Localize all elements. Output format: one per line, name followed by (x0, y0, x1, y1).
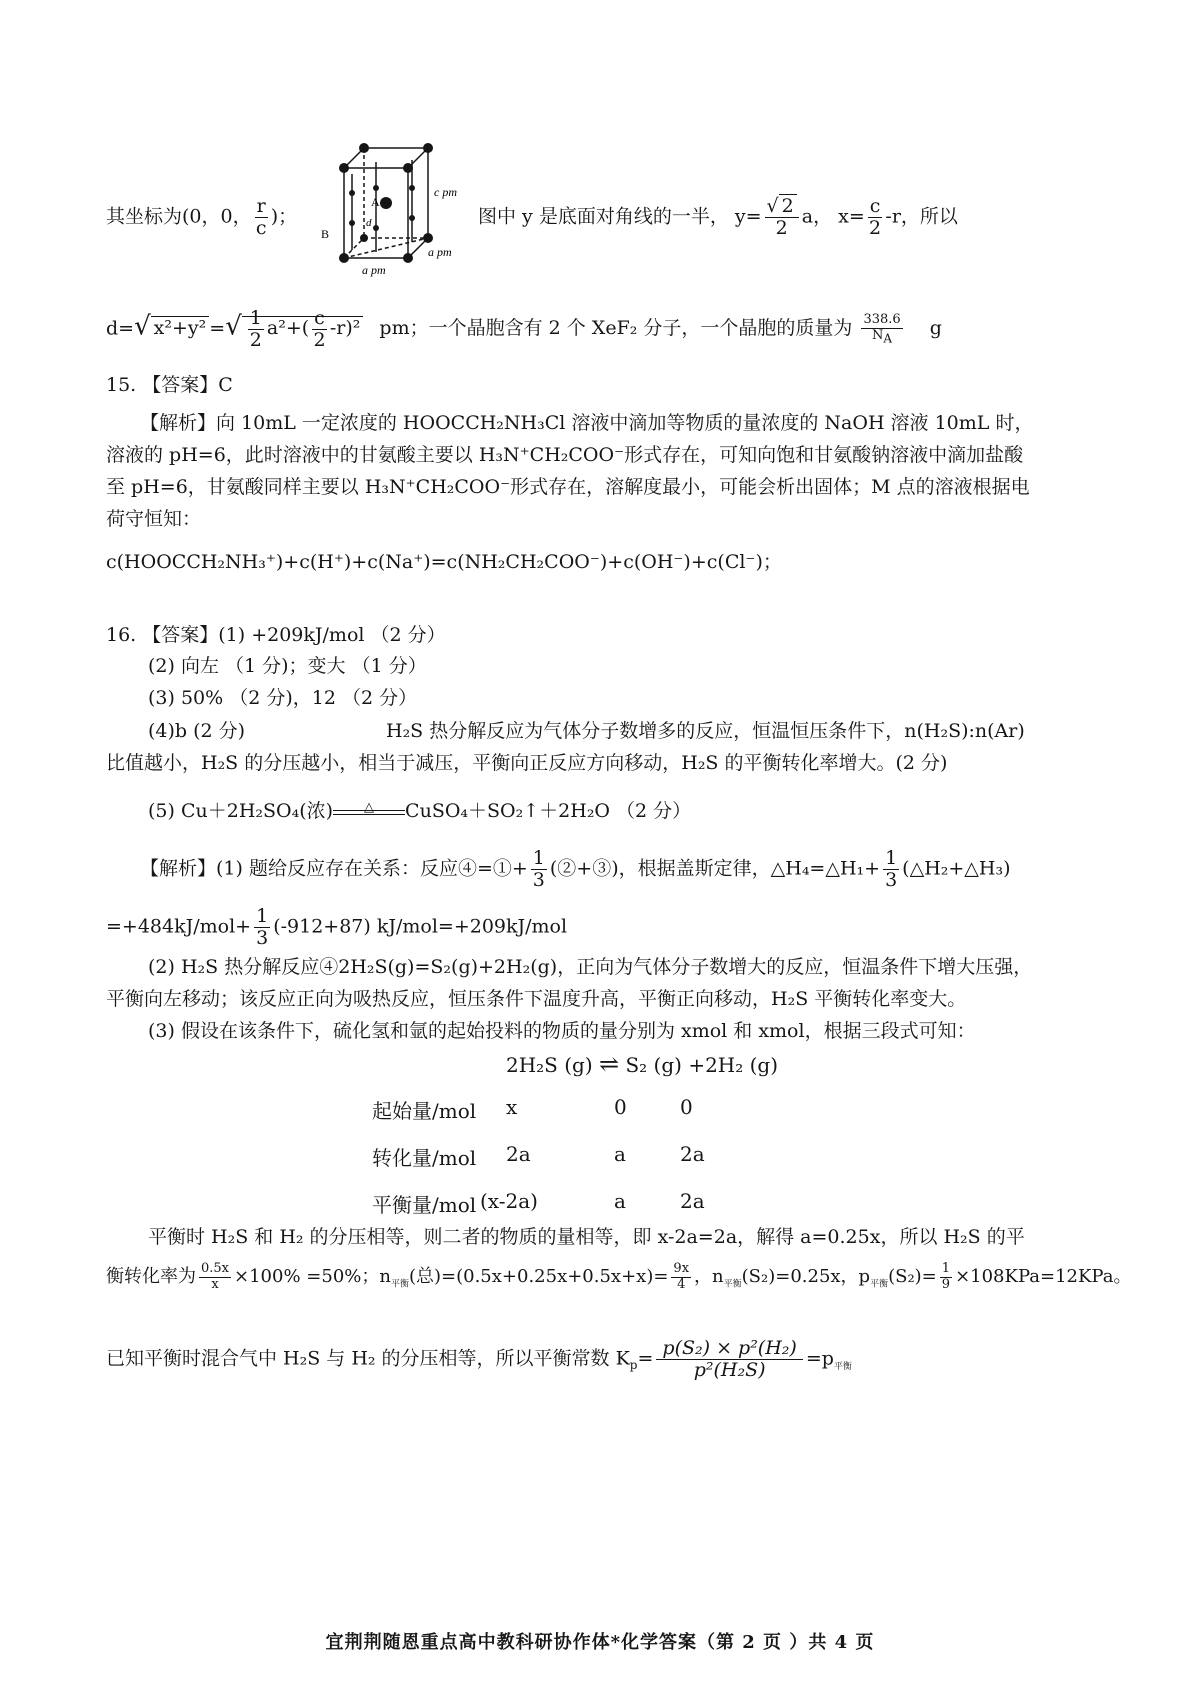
table-row-2-v1: 2a (506, 1142, 531, 1166)
q16-answer-3: (3) 50% （2 分)，12 （2 分） (148, 687, 418, 709)
fraction-mass: $\frac{338.6}{N_A}$ (863, 312, 901, 346)
table-row-3-label: 平衡量/mol (372, 1193, 477, 1217)
table-row-2-v2: a (614, 1142, 626, 1166)
q16-equilibrium-line-1: 平衡时 H₂S 和 H₂ 的分压相等，则二者的物质的量相等，即 x-2a=2a，解得 a=0.25x，所以 H₂S 的平 (148, 1226, 1025, 1248)
q16-answer-4-text-2: 比值越小，H₂S 的分压越小，相当于减压，平衡向正反应方向移动，H₂S 的平衡转化率增大。(2 分) (106, 752, 948, 774)
q16-answer-5: (5) Cu＋2H₂SO₄(浓) △ CuSO₄＋SO₂↑＋2H₂O （2 分） (148, 799, 692, 822)
q15-analysis-line-3: 至 pH=6，甘氨酸同样主要以 H₃N⁺CH₂COO⁻形式存在，溶解度最小，可能会析出固体；M 点的溶液根据电 (106, 476, 1030, 498)
q16-analysis-1: 【解析】(1) 题给反应存在关系：反应④=①+ $\frac{1}{3}$ (②+③)，根据盖斯定律，△H₄=△H₁+ $\frac{1}{3}$ (△H₂+△H₃) (140, 847, 1011, 891)
table-row-2-label: 转化量/mol (372, 1146, 477, 1170)
q16-answer-4-text: H₂S 热分解反应为气体分子数增多的反应，恒温恒压条件下，n(H₂S):n(Ar) (386, 720, 1025, 742)
table-row-1-label: 起始量/mol (372, 1099, 477, 1123)
fraction-sqrt2-over-2: $\frac{√ 2}{2}$ (765, 196, 799, 239)
label-a-pm-side: a pm (428, 245, 452, 259)
label-d: d (366, 217, 372, 229)
q16-answer-4-label: (4)b (2 分) (148, 720, 246, 742)
q16-analysis-3: (3) 假设在该条件下，硫化氢和氩的起始投料的物质的量分别为 xmol 和 xmol，根据三段式可知： (148, 1020, 976, 1042)
q16-analysis-1-calc: =+484kJ/mol+ $\frac{1}{3}$ (-912+87) kJ/mol=+209kJ/mol (106, 905, 568, 949)
table-row-3-v1: (x-2a) (480, 1189, 538, 1213)
fraction-r-over-c: $\frac{r}{c}$ (255, 195, 267, 239)
q16-answer-1: 16. 【答案】(1) +209kJ/mol （2 分） (106, 624, 446, 646)
q15-answer: 15. 【答案】C (106, 374, 233, 396)
table-row-2-v3: 2a (680, 1142, 705, 1166)
table-row-1-v2: 0 (614, 1095, 627, 1119)
fraction-c-over-2: $\frac{c}{2}$ (869, 195, 882, 239)
y-x-relation-line: 图中 y 是底面对角线的一半， y= $\frac{√ 2}{2}$ a， x= $\frac{c}{2}$ -r，所以 (478, 195, 958, 239)
table-row-3-v3: 2a (680, 1189, 705, 1213)
label-A: A (371, 195, 380, 209)
distance-formula-line: d=√ x²+y² =√ $\frac{1}{2}$ a²+( $\frac{c}{2}$ -r)² pm；一个晶胞含有 2 个 XeF₂ 分子，一个晶胞的质量为 $\frac{338.6}{N_A}$ g (106, 307, 942, 351)
q16-analysis-2-line-1: (2) H₂S 热分解反应④2H₂S(g)=S₂(g)+2H₂(g)，正向为气体分子数增大的反应，恒温条件下增大压强， (148, 956, 1033, 978)
q16-answer-2: (2) 向左 （1 分)；变大 （1 分） (148, 655, 427, 677)
q16-equilibrium-line-2: 衡转化率为 $\frac{0.5x}{x}$ ×100% =50%；$n_{平衡}$(总)=(0.5x+0.25x+0.5x+x)= $\frac{9x}{4}$ ，$n_{平衡}(S_2)=0.25x$，$p_{平衡}(S_2)=$ $\frac{1}{9}$ ×108KPa=12KPa。 (106, 1261, 1132, 1292)
q15-analysis-line-1: 【解析】向 10mL 一定浓度的 HOOCCH₂NH₃Cl 溶液中滴加等物质的量浓度的 NaOH 溶液 10mL 时， (140, 412, 1034, 434)
q15-analysis-line-4: 荷守恒知： (106, 508, 202, 530)
label-c-pm: c pm (434, 185, 457, 199)
crystal-cell-figure (316, 138, 476, 278)
label-B: B (321, 227, 330, 241)
table-row-1-v3: 0 (680, 1095, 693, 1119)
reaction-equation: 2H₂S (g) ⇌ S₂ (g) +2H₂ (g) (506, 1050, 779, 1078)
q15-analysis-line-2: 溶液的 pH=6，此时溶液中的甘氨酸主要以 H₃N⁺CH₂COO⁻形式存在，可知向饱和甘氨酸钠溶液中滴加盐酸 (106, 444, 1024, 466)
coord-line: 其坐标为(0，0， $\frac{r}{c}$ )； (106, 195, 298, 239)
page-footer: 宜荆荆随恩重点高中教科研协作体*化学答案（第 2 页 ）共 4 页 (325, 1632, 875, 1653)
q16-kp-line: 已知平衡时混合气中 H₂S 与 H₂ 的分压相等，所以平衡常数 $K_p=$ $\frac{\text{p(S₂) × p²(H₂)}}{\text{p²(H₂S)}}$ $=p_{平衡}$ (106, 1337, 852, 1381)
label-a-pm-bottom: a pm (362, 263, 386, 277)
q16-analysis-2-line-2: 平衡向左移动；该反应正向为吸热反应，恒压条件下温度升高，平衡正向移动，H₂S 平衡转化率变大。 (106, 988, 967, 1010)
table-row-3-v2: a (614, 1189, 626, 1213)
table-row-1-v1: x (506, 1095, 518, 1119)
q15-charge-balance: c(HOOCCH₂NH₃⁺)+c(H⁺)+c(Na⁺)=c(NH₂CH₂COO⁻)+c(OH⁻)+c(Cl⁻)； (106, 551, 782, 573)
